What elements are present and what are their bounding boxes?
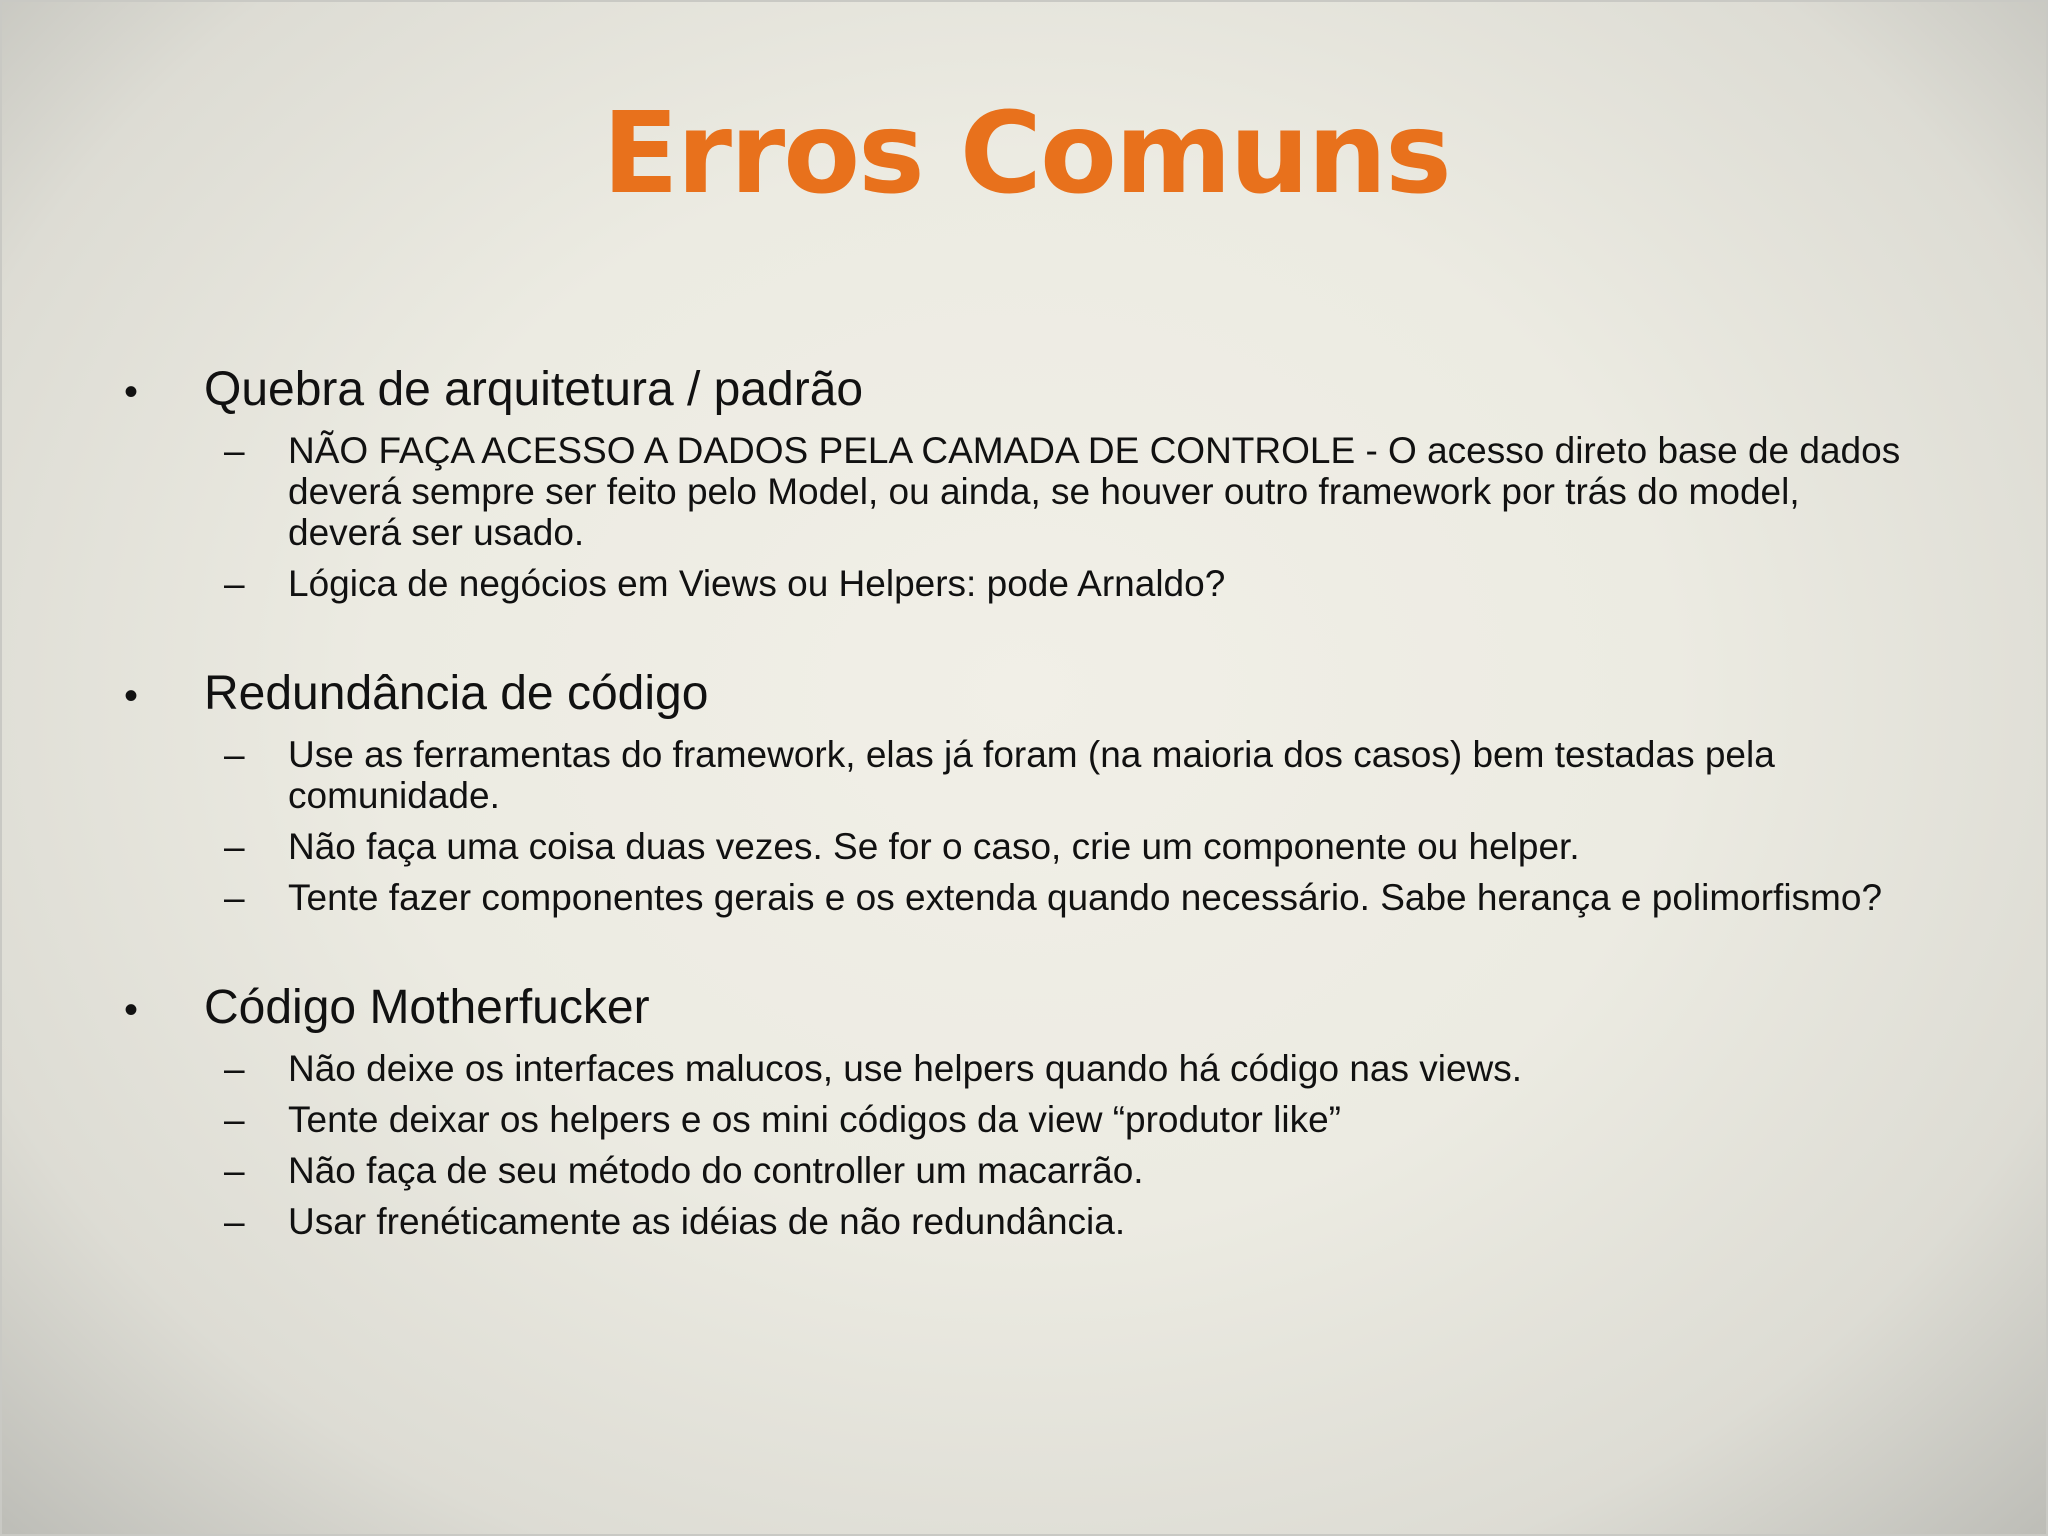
sub-item-text: Lógica de negócios em Views ou Helpers: pode Arnaldo?: [288, 563, 1226, 604]
sub-item-text: NÃO FAÇA ACESSO A DADOS PELA CAMADA DE CONTROLE - O acesso direto base de dados deverá sempre ser feito pelo Model, ou ainda, se houver outro framework por trás do model, deverá ser usado.: [288, 430, 1901, 553]
sub-item: [122, 826, 1922, 867]
section-bad-code: [122, 976, 1922, 1242]
bullet-icon: •: [124, 988, 139, 1032]
dash-icon: –: [224, 563, 245, 604]
dash-icon: –: [224, 1048, 245, 1089]
sub-item-text: Tente deixar os helpers e os mini códigos da view “produtor like”: [288, 1099, 1341, 1140]
dash-icon: –: [224, 826, 245, 867]
section-heading: Código Motherfucker: [204, 981, 650, 1034]
sub-item: [122, 734, 1922, 816]
bullet-item: [122, 662, 1922, 728]
sub-item: [122, 1201, 1922, 1242]
sub-item: [122, 1099, 1922, 1140]
dash-icon: –: [224, 1201, 245, 1242]
section-heading: Redundância de código: [204, 667, 709, 720]
bullet-icon: •: [124, 674, 139, 718]
bullet-item: [122, 976, 1922, 1042]
sub-item: [122, 430, 1922, 553]
sub-item-text: Use as ferramentas do framework, elas já foram (na maioria dos casos) bem testadas pela comunidade.: [288, 734, 1775, 816]
section-heading: Quebra de arquitetura / padrão: [204, 363, 864, 416]
sub-item-text: Não faça uma coisa duas vezes. Se for o caso, crie um componente ou helper.: [288, 826, 1580, 867]
bullet-item: [122, 358, 1922, 424]
dash-icon: –: [224, 430, 245, 471]
dash-icon: –: [224, 1099, 245, 1140]
dash-icon: –: [224, 1150, 245, 1191]
bullet-icon: •: [124, 370, 139, 414]
sub-item: [122, 1150, 1922, 1191]
sub-item-text: Tente fazer componentes gerais e os extenda quando necessário. Sabe herança e polimorfismo?: [288, 877, 1883, 918]
sub-item: [122, 563, 1922, 604]
sub-item-text: Não faça de seu método do controller um macarrão.: [288, 1150, 1144, 1191]
section-architecture: [122, 358, 1922, 604]
section-redundancy: [122, 662, 1922, 918]
dash-icon: –: [224, 877, 245, 918]
dash-icon: –: [224, 734, 245, 775]
bullet-list: [122, 358, 1922, 1300]
sub-item: [122, 877, 1922, 918]
sub-item-text: Usar frenéticamente as idéias de não redundância.: [288, 1201, 1126, 1242]
sub-item-text: Não deixe os interfaces malucos, use helpers quando há código nas views.: [288, 1048, 1523, 1089]
sub-item: [122, 1048, 1922, 1089]
slide-title: Erros Comuns: [602, 89, 1450, 219]
